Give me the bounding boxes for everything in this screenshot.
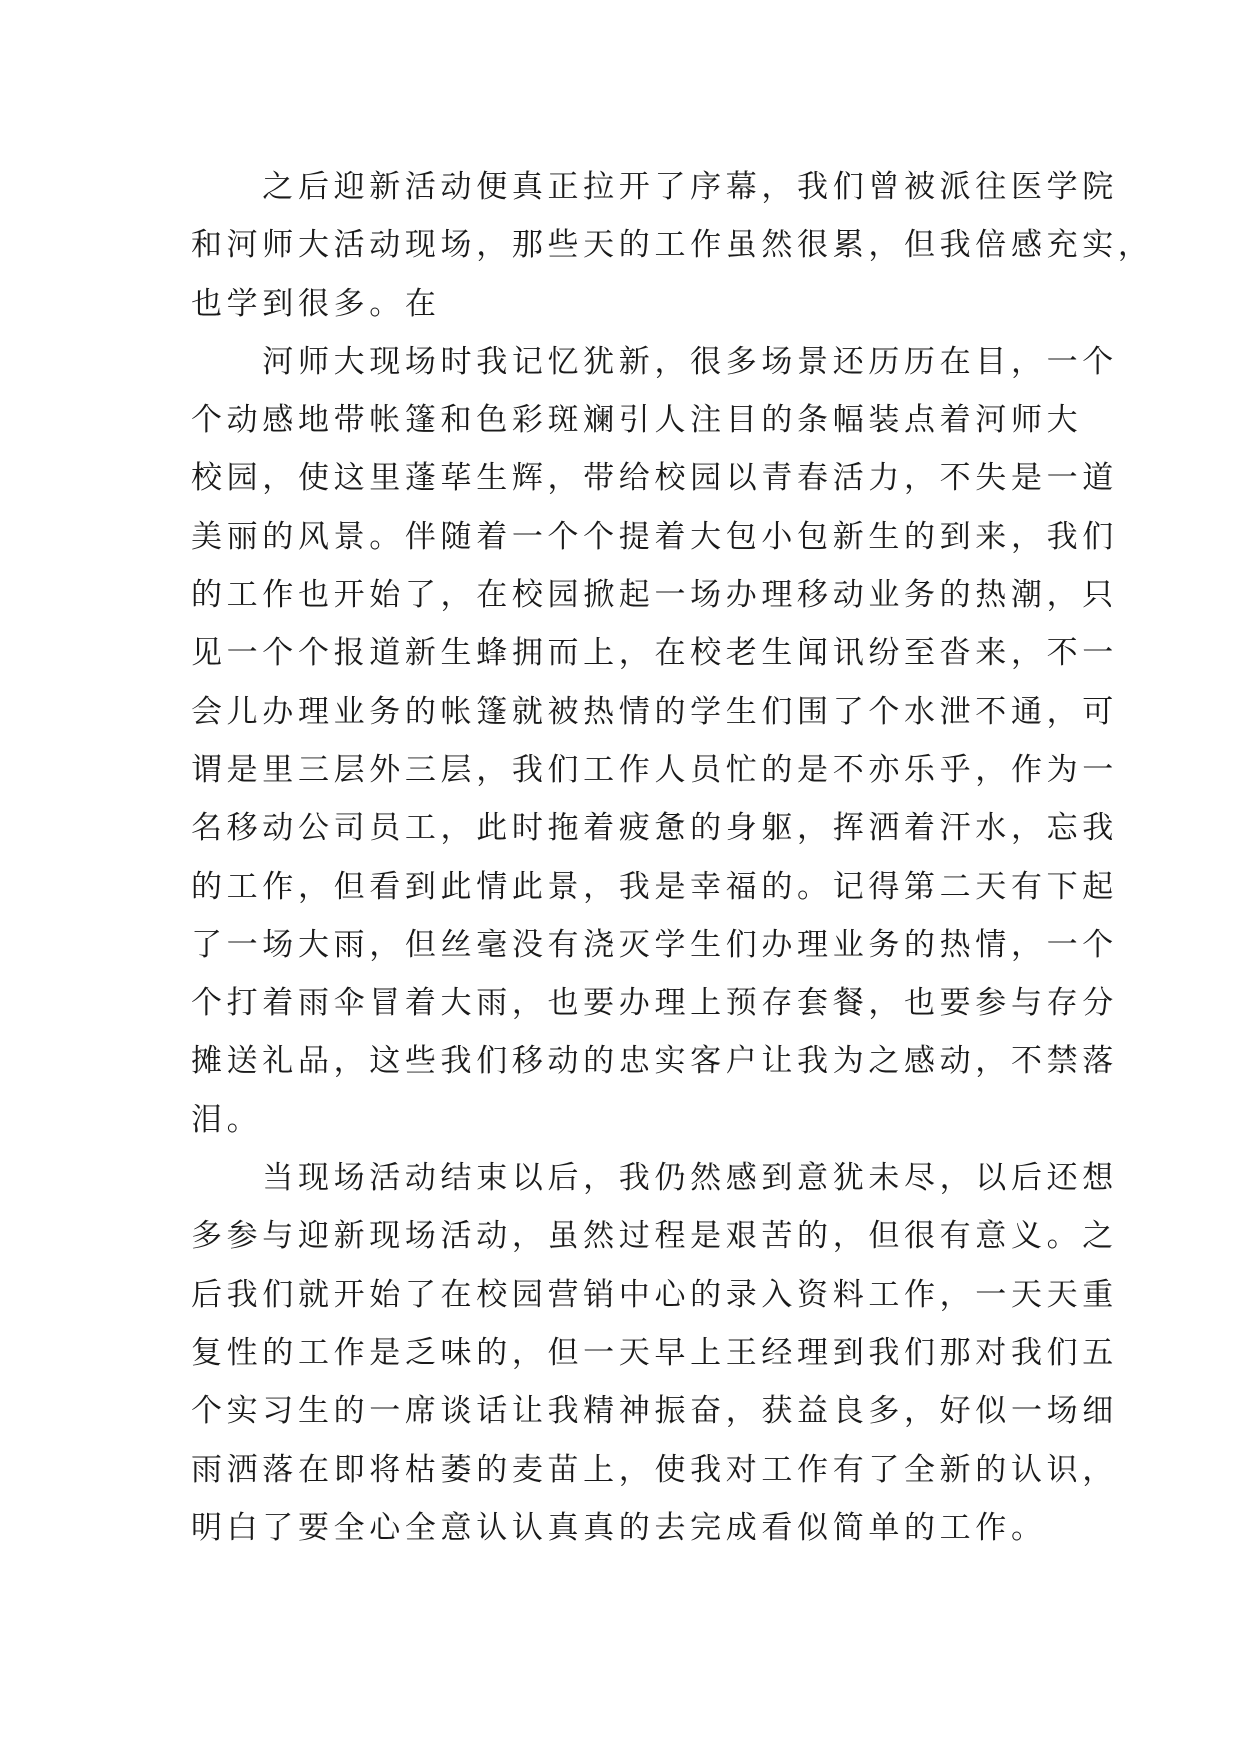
paragraph-line: 当现场活动结束以后，我仍然感到意犹未尽，以后还想 — [262, 1160, 1118, 1197]
document-body — [191, 158, 1154, 1557]
paragraph-line: 会儿办理业务的帐篷就被热情的学生们围了个水泄不通，可 — [191, 693, 1118, 730]
paragraph-line: 谓是里三层外三层，我们工作人员忙的是不亦乐乎，作为一 — [191, 751, 1118, 788]
paragraph-line: 美丽的风景。伴随着一个个提着大包小包新生的到来，我们 — [191, 518, 1118, 555]
paragraph-line: 明白了要全心全意认认真真的去完成看似简单的工作。 — [191, 1509, 1047, 1546]
paragraph-3 — [191, 1149, 1118, 1557]
paragraph-line: 见一个个报道新生蜂拥而上，在校老生闻讯纷至沓来，不一 — [191, 635, 1118, 672]
paragraph-1 — [191, 158, 1154, 333]
paragraph-line: 雨洒落在即将枯萎的麦苗上，使我对工作有了全新的认识， — [191, 1451, 1118, 1488]
paragraph-line: 也学到很多。在 — [191, 285, 441, 322]
paragraph-line: 之后迎新活动便真正拉开了序幕，我们曾被派往医学院 — [262, 169, 1118, 205]
paragraph-line: 复性的工作是乏味的，但一天早上王经理到我们那对我们五 — [191, 1334, 1118, 1371]
paragraph-line: 个实习生的一席谈话让我精神振奋，获益良多，好似一场细 — [191, 1393, 1118, 1430]
paragraph-line: 了一场大雨，但丝毫没有浇灭学生们办理业务的热情，一个 — [191, 926, 1118, 963]
paragraph-line: 名移动公司员工，此时拖着疲惫的身躯，挥洒着汗水，忘我 — [191, 810, 1118, 847]
paragraph-line: 的工作也开始了，在校园掀起一场办理移动业务的热潮，只 — [191, 577, 1118, 614]
paragraph-line: 泪。 — [191, 1101, 263, 1138]
paragraph-line: 多参与迎新现场活动，虽然过程是艰苦的，但很有意义。之 — [191, 1218, 1118, 1255]
paragraph-line: 摊送礼品，这些我们移动的忠实客户让我为之感动，不禁落 — [191, 1043, 1118, 1080]
paragraph-line: 校园，使这里蓬荜生辉，带给校园以青春活力，不失是一道 — [191, 460, 1118, 497]
paragraph-line: 个打着雨伞冒着大雨，也要办理上预存套餐，也要参与存分 — [191, 985, 1118, 1022]
paragraph-line: 和河师大活动现场，那些天的工作虽然很累，但我倍感充实， — [191, 227, 1154, 264]
paragraph-line: 的工作，但看到此情此景，我是幸福的。记得第二天有下起 — [191, 868, 1118, 905]
paragraph-2 — [191, 333, 1118, 1149]
paragraph-line: 河师大现场时我记忆犹新，很多场景还历历在目，一个 — [262, 343, 1118, 380]
paragraph-line: 后我们就开始了在校园营销中心的录入资料工作，一天天重 — [191, 1276, 1118, 1313]
paragraph-line: 个动感地带帐篷和色彩斑斓引人注目的条幅装点着河师大 — [191, 402, 1083, 439]
